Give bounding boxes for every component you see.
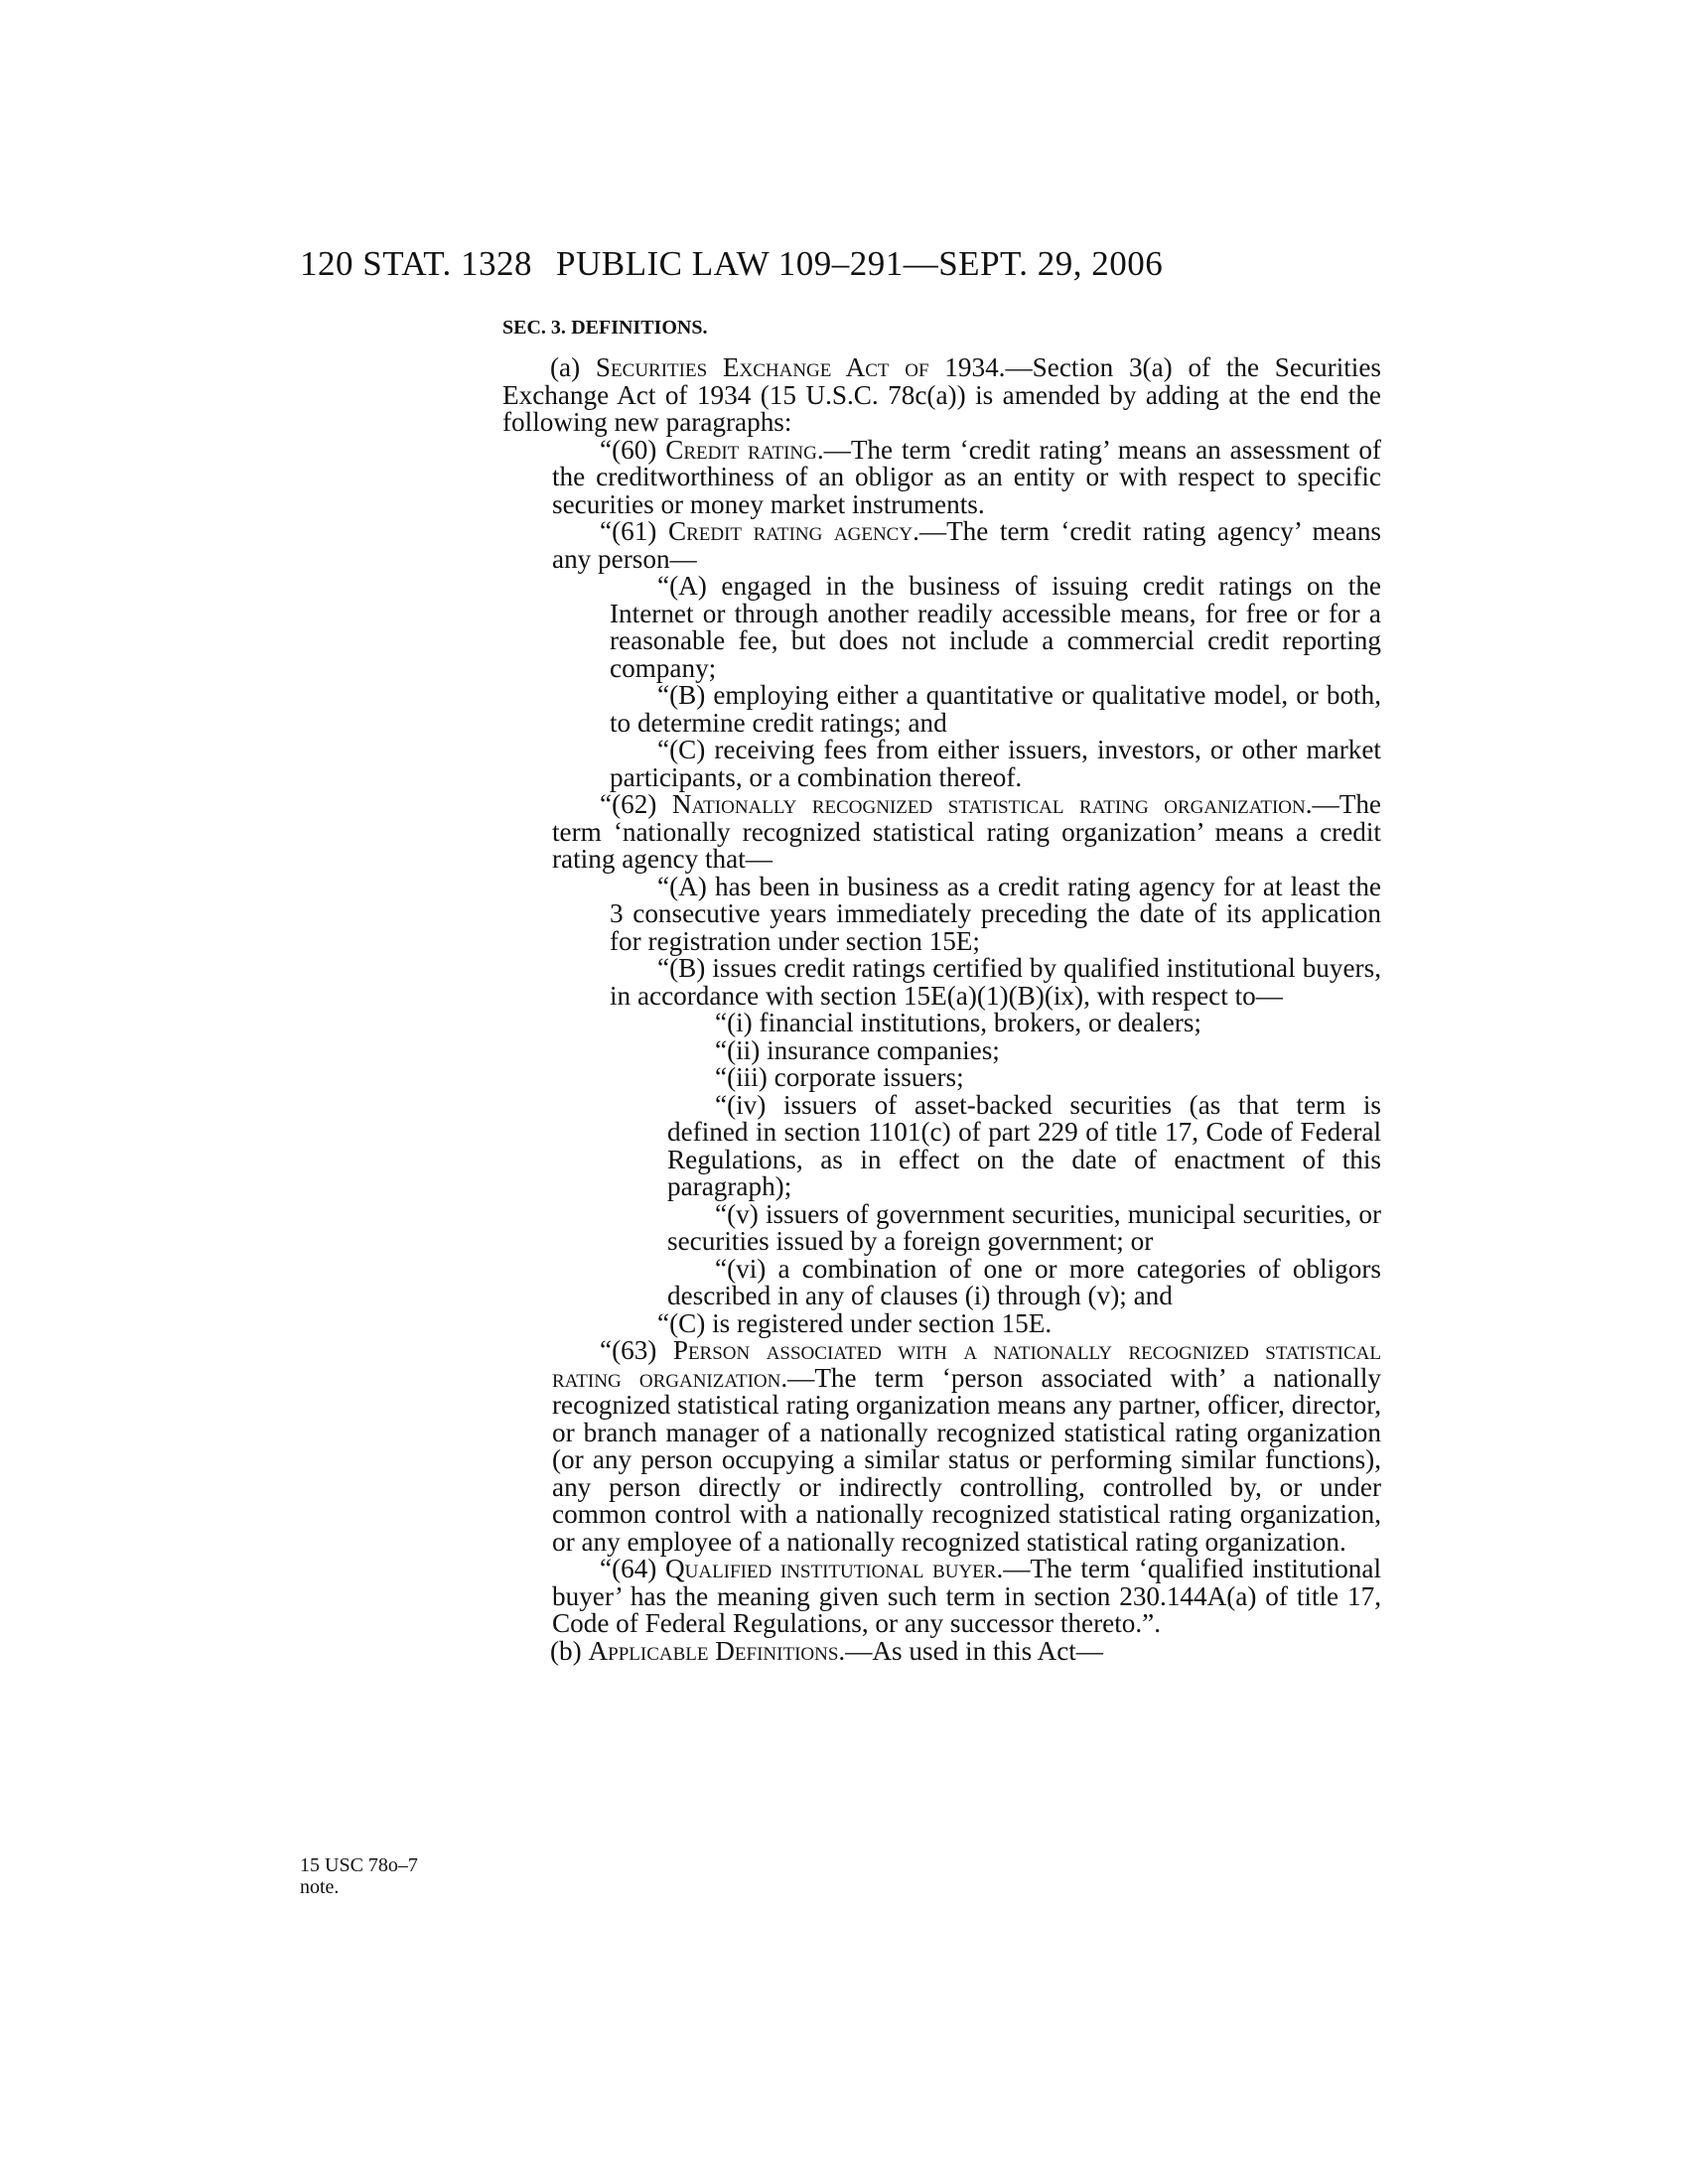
paragraph-62-C: “(C) is registered under section 15E.: [657, 1307, 1053, 1338]
page-header: [300, 244, 1388, 292]
clause-vi: “(vi) a combination of one or more categories of obligors described in any of clauses (i) through (v); and: [667, 1253, 1381, 1310]
paragraph-62: [552, 791, 1381, 874]
clause-ii: “(ii) insurance companies;: [715, 1034, 1000, 1065]
subsection-b: [502, 1635, 1381, 1666]
subsection-b-lead: (b): [550, 1635, 589, 1666]
paragraph-61-heading: Credit rating agency: [667, 516, 914, 546]
paragraph-60-heading: Credit rating: [665, 434, 817, 465]
paragraph-61-C: “(C) receiving fees from either issuers, investors, or other market participants, or a combination thereof.: [610, 735, 1381, 792]
subsection-b-text: .—As used in this Act—: [838, 1635, 1103, 1666]
paragraph-64-heading: Qualified institutional buyer: [665, 1554, 997, 1583]
section-title: DEFINITIONS.: [571, 317, 708, 339]
paragraph-62-B: “(B) issues credit ratings certified by qualified institutional buyers, in accordance with section 15E(a)(1)(B)(ix), with respect to—: [610, 953, 1381, 1011]
margin-note-citation: 15 USC 78o–7: [300, 1854, 418, 1876]
paragraph-61-B: “(B) employing either a quantitative or qualitative model, or both, to determine credit ratings; and: [610, 680, 1381, 738]
paragraph-64: [552, 1556, 1381, 1638]
section-heading: [502, 316, 1381, 341]
subsection-b-heading: Applicable Definitions: [588, 1635, 839, 1666]
paragraph-63-heading: Person associated with a nationally recognized statistical rating organization: [552, 1335, 1381, 1393]
subsection-a-text: 1934.—Section 3(a) of the Securities Exchange Act of 1934 (15 U.S.C. 78c(a)) is amended by adding at the end the following new paragraphs:: [502, 352, 1382, 437]
paragraph-60: [552, 434, 1381, 519]
subsection-a: [502, 354, 1381, 437]
margin-citation-note: [300, 1854, 449, 1898]
statute-body: [502, 316, 1381, 1665]
paragraph-62-lead: “(62): [600, 789, 672, 819]
paragraph-64-text: .—The term ‘qualified institutional buyer’ has the meaning given such term in section 230.144A(a) of title 17, Code of Federal Regulations, or any successor thereto.”.: [552, 1554, 1382, 1638]
paragraph-61-lead: “(61): [600, 516, 668, 546]
paragraph-63: [552, 1337, 1381, 1556]
stat-page-number: 120 STAT. 1328: [300, 244, 532, 283]
clause-iii: “(iii) corporate issuers;: [715, 1062, 964, 1092]
clause-i: “(i) financial institutions, brokers, or dealers;: [715, 1008, 1201, 1037]
paragraph-64-lead: “(64): [600, 1554, 665, 1583]
margin-note-suffix: note.: [300, 1876, 340, 1898]
paragraph-62-text: .—The term ‘nationally recognized statistical rating organization’ means a credit rating agency that—: [552, 789, 1381, 874]
paragraph-62-heading: Nationally recognized statistical rating organization: [671, 789, 1306, 819]
subsection-a-lead: (a): [550, 352, 596, 382]
paragraph-62-A: “(A) has been in business as a credit rating agency for at least the 3 consecutive years immediately preceding the date of its application for registration under section 15E;: [610, 871, 1381, 956]
section-number: SEC. 3.: [502, 317, 566, 339]
running-title: PUBLIC LAW 109–291—SEPT. 29, 2006: [556, 244, 1164, 283]
paragraph-61-A: “(A) engaged in the business of issuing credit ratings on the Internet or through another readily accessible means, for free or for a reasonable fee, but does not include a commercial credit reporting company;: [610, 571, 1381, 683]
clause-iv: “(iv) issuers of asset-backed securities (as that term is defined in section 1101(c) of part 229 of title 17, Code of Federal Regulations, as in effect on the date of enactment of this paragraph);: [667, 1089, 1381, 1201]
paragraph-61: [552, 518, 1381, 573]
clause-v: “(v) issuers of government securities, municipal securities, or securities issued by a foreign government; or: [667, 1198, 1381, 1256]
paragraph-60-lead: “(60): [600, 434, 666, 465]
paragraph-63-lead: “(63): [600, 1335, 673, 1365]
paragraph-61-text: .—The term ‘credit rating agency’ means any person—: [552, 516, 1381, 574]
paragraph-63-text: .—The term ‘person associated with’ a nationally recognized statistical rating organization means any partner, officer, director, or branch manager of a nationally recognized statistical rating organization (or any person occupying a similar status or performing similar functions), any person directly or indirectly controlling, controlled by, or under common control with a nationally recognized statistical rating organization, or any employee of a nationally recognized statistical rating organization.: [552, 1362, 1381, 1557]
subsection-a-heading: Securities Exchange Act of: [595, 352, 929, 382]
paragraph-60-text: .—The term ‘credit rating’ means an assessment of the creditworthiness of an obligor as an entity or with respect to specific securities or money market instruments.: [552, 434, 1381, 519]
